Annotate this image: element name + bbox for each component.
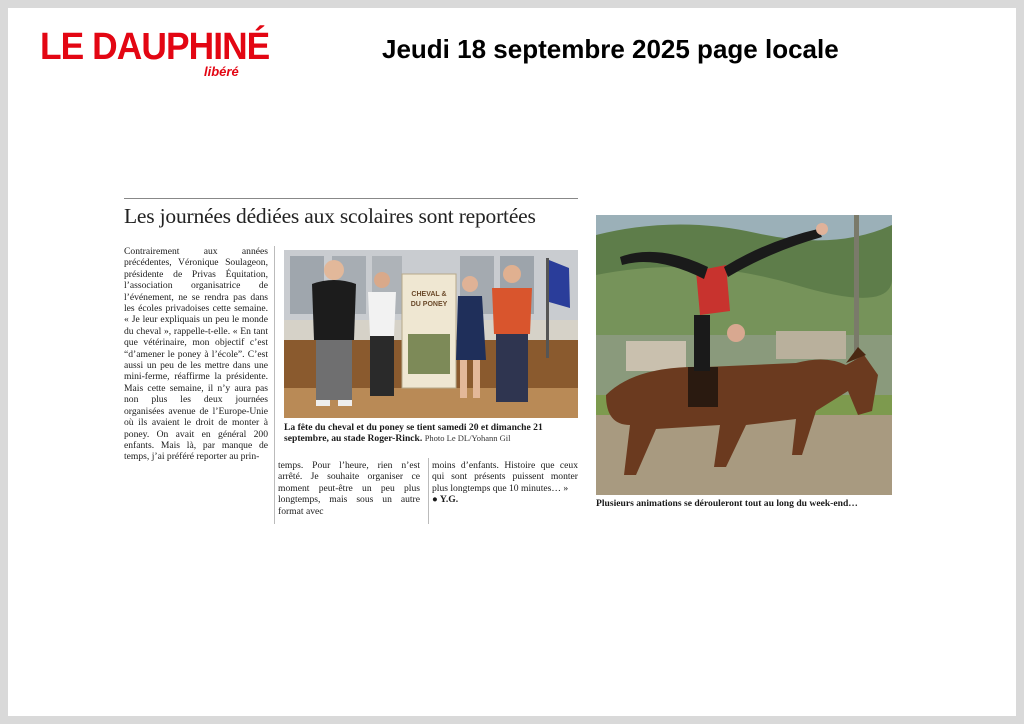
top-rule bbox=[124, 198, 578, 199]
newspaper-logo bbox=[40, 26, 320, 84]
photo-caption-1 bbox=[284, 422, 580, 445]
photo-caption-2: Plusieurs animations se dérouleront tout au long du week-end… bbox=[596, 498, 858, 509]
author-signature: ● Y.G. bbox=[432, 494, 459, 506]
caption-1-text: La fête du cheval et du poney se tient samedi 20 et dimanche 21 septembre, au stade Roger-Rinck. bbox=[284, 422, 543, 445]
logo-subtitle: libéré bbox=[204, 64, 239, 79]
page-dateline: Jeudi 18 septembre 2025 page locale bbox=[382, 34, 839, 64]
article-headline: Les journées dédiées aux scolaires sont reportées bbox=[124, 204, 536, 228]
article-text-1: Contrairement aux années précédentes, Véronique Soulageon, présidente de Privas Équitation, l’association organisatrice de l’événement, ne se rendra pas dans les écoles privadoises cette semaine. « Je leur expliquais un peu le monde du cheval », rappelle-t-elle. « En tant que vétérinaire, mon objectif c’est “d’amener le poney à l’école”. C’est aussi un peu de les mettre dans une mini-ferme, réaffirme la présidente. Mais cette semaine, il n’y aura pas non plus les deux journées organisées avenue de l’Europe-Unie où ils avaient le droit de monter à poney. On avait en général 200 enfants. Mais là, par manque de temps, j’ai préféré reporter au prin- bbox=[124, 246, 268, 463]
logo-title: LE DAUPHINÉ bbox=[40, 26, 270, 68]
svg-text:DU PONEY: DU PONEY bbox=[410, 301, 448, 308]
svg-text:CHEVAL &: CHEVAL & bbox=[411, 291, 447, 298]
photo-credit: Photo Le DL/Yohann Gil bbox=[424, 433, 511, 444]
article-column-2 bbox=[278, 460, 420, 517]
article-column-3 bbox=[432, 460, 578, 506]
column-divider bbox=[274, 246, 275, 524]
article-text-3: moins d’enfants. Histoire que ceux qui sont présents puissent monter plus longtemps que 10 minutes… » bbox=[432, 460, 578, 494]
vaulting-photo bbox=[596, 215, 892, 495]
column-divider bbox=[428, 458, 429, 524]
article-text-2: temps. Pour l’heure, rien n’est arrêté. Je souhaite organiser ce moment peut-être un peu plus longtemps, mais sous un autre format avec bbox=[278, 460, 420, 517]
article-column-1 bbox=[124, 246, 268, 463]
article-clipping bbox=[124, 192, 586, 532]
group-photo bbox=[284, 250, 578, 418]
